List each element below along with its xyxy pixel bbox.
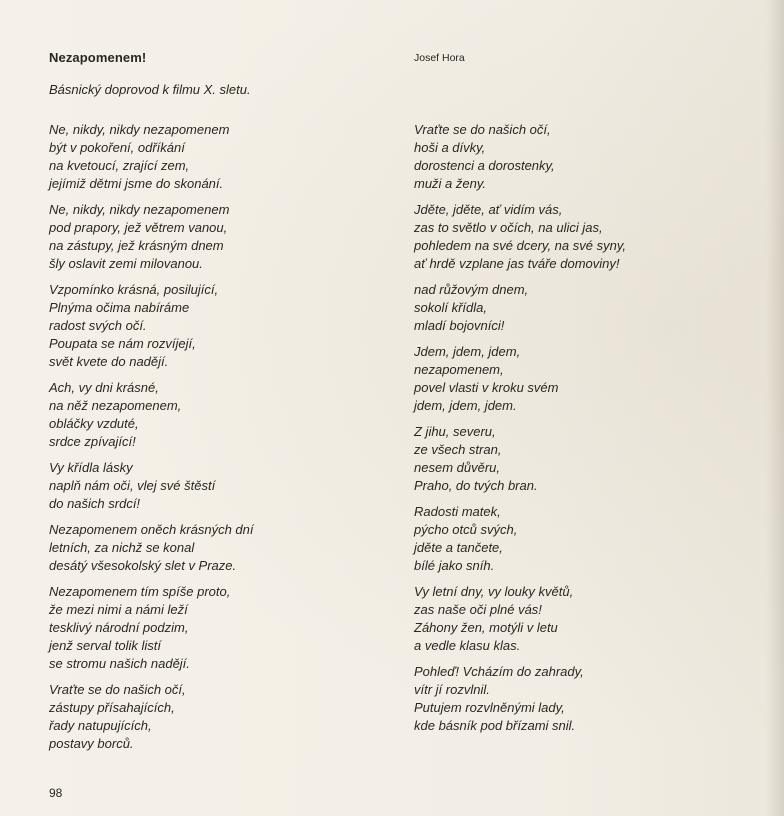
poem-line: tesklivý národní podzim, <box>49 620 189 635</box>
poem-line: Praho, do tvých bran. <box>414 478 538 493</box>
poem-line: zas to světlo v očích, na ulici jas, <box>414 220 603 235</box>
poem-line: Pohleď! Vcházím do zahrady, <box>414 664 584 679</box>
poem-line: šly oslavit zemi milovanou. <box>49 256 203 271</box>
poem-left-column <box>49 121 379 761</box>
poem-line: zástupy přísahajících, <box>49 700 175 715</box>
poem-line: do našich srdcí! <box>49 496 141 511</box>
poem-line: na něž nezapomenem, <box>49 398 182 413</box>
poem-stanza <box>414 343 744 415</box>
poem-line: obláčky vzduté, <box>49 416 139 431</box>
poem-line: nad růžovým dnem, <box>414 282 529 297</box>
poem-stanza <box>49 281 379 371</box>
poem-line: muži a ženy. <box>414 176 487 191</box>
poem-line: pod prapory, jež větrem vanou, <box>49 220 228 235</box>
poem-line: zas naše oči plné vás! <box>414 602 542 617</box>
poem-line: Putujem rozvlněnými lady, <box>414 700 565 715</box>
poem-line: srdce zpívající! <box>49 434 136 449</box>
poem-line: ať hrdě vzplane jas tváře domoviny! <box>414 256 620 271</box>
poem-line: že mezi nimi a námi leží <box>49 602 188 617</box>
poem-line: Nezapomenem oněch krásných dní <box>49 522 254 537</box>
poem-line: sokolí křídla, <box>414 300 487 315</box>
poem-stanza <box>49 121 379 193</box>
poem-line: Radosti matek, <box>414 504 501 519</box>
poem-stanza <box>49 201 379 273</box>
poem-line: na zástupy, jež krásným dnem <box>49 238 224 253</box>
poem-line: Poupata se nám rozvíjejí, <box>49 336 196 351</box>
poem-line: Plnýma očima nabíráme <box>49 300 190 315</box>
poem-line: se stromu našich nadějí. <box>49 656 190 671</box>
poem-line: Vy letní dny, vy louky květů, <box>414 584 574 599</box>
poem-line: ze všech stran, <box>414 442 502 457</box>
poem-line: jděte a tančete, <box>414 540 503 555</box>
poem-stanza <box>414 503 744 575</box>
poem-line: Ne, nikdy, nikdy nezapomenem <box>49 202 230 217</box>
poem-line: jenž serval tolik listí <box>49 638 161 653</box>
poem-stanza <box>49 681 379 753</box>
poem-line: být v pokoření, odříkání <box>49 140 185 155</box>
poem-stanza <box>49 459 379 513</box>
poem-line: Z jihu, severu, <box>414 424 496 439</box>
poem-stanza <box>414 121 744 193</box>
poem-line: bílé jako sníh. <box>414 558 495 573</box>
poem-line: kde básník pod břízami snil. <box>414 718 576 733</box>
poem-line: nezapomenem, <box>414 362 504 377</box>
poem-stanza <box>414 201 744 273</box>
poem-line: mladí bojovníci! <box>414 318 505 333</box>
poem-line: jdem, jdem, jdem. <box>414 398 517 413</box>
page-number: 98 <box>49 786 63 800</box>
poem-author: Josef Hora <box>414 52 465 64</box>
poem-line: jejímiž dětmi jsme do skonání. <box>49 176 224 191</box>
poem-line: Vraťte se do našich očí, <box>414 122 551 137</box>
poem-line: vítr jí rozvlnil. <box>414 682 490 697</box>
poem-line: Záhony žen, motýli v letu <box>414 620 558 635</box>
poem-line: Jděte, jděte, ať vidím vás, <box>414 202 563 217</box>
poem-line: Vzpomínko krásná, posilující, <box>49 282 219 297</box>
poem-line: Jdem, jdem, jdem, <box>414 344 521 359</box>
poem-stanza <box>49 521 379 575</box>
poem-line: postavy borců. <box>49 736 134 751</box>
poem-line: pohledem na své dcery, na své syny, <box>414 238 626 253</box>
poem-stanza <box>414 583 744 655</box>
poem-stanza <box>414 663 744 735</box>
poem-line: pýcho otců svých, <box>414 522 518 537</box>
poem-line: řady natupujících, <box>49 718 152 733</box>
poem-line: povel vlasti v kroku svém <box>414 380 559 395</box>
page-edge-shadow <box>766 0 784 816</box>
poem-stanza <box>414 281 744 335</box>
poem-line: Vy křídla lásky <box>49 460 133 475</box>
poem-line: desátý všesokolský slet v Praze. <box>49 558 237 573</box>
poem-line: naplň nám oči, vlej své štěstí <box>49 478 216 493</box>
poem-stanza <box>49 379 379 451</box>
poem-line: Nezapomenem tím spíše proto, <box>49 584 231 599</box>
poem-line: a vedle klasu klas. <box>414 638 521 653</box>
poem-right-column <box>414 121 744 743</box>
poem-line: Ach, vy dni krásné, <box>49 380 159 395</box>
poem-stanza <box>49 583 379 673</box>
poem-stanza <box>414 423 744 495</box>
poem-line: radost svých očí. <box>49 318 147 333</box>
poem-subtitle: Básnický doprovod k filmu X. sletu. <box>49 82 251 97</box>
poem-line: Ne, nikdy, nikdy nezapomenem <box>49 122 230 137</box>
poem-line: na kvetoucí, zrající zem, <box>49 158 190 173</box>
poem-line: Vraťte se do našich očí, <box>49 682 186 697</box>
poem-title: Nezapomenem! <box>49 50 147 65</box>
poem-line: hoši a dívky, <box>414 140 486 155</box>
poem-line: nesem důvěru, <box>414 460 500 475</box>
poem-line: svět kvete do nadějí. <box>49 354 169 369</box>
poem-line: dorostenci a dorostenky, <box>414 158 555 173</box>
poem-line: letních, za nichž se konal <box>49 540 195 555</box>
